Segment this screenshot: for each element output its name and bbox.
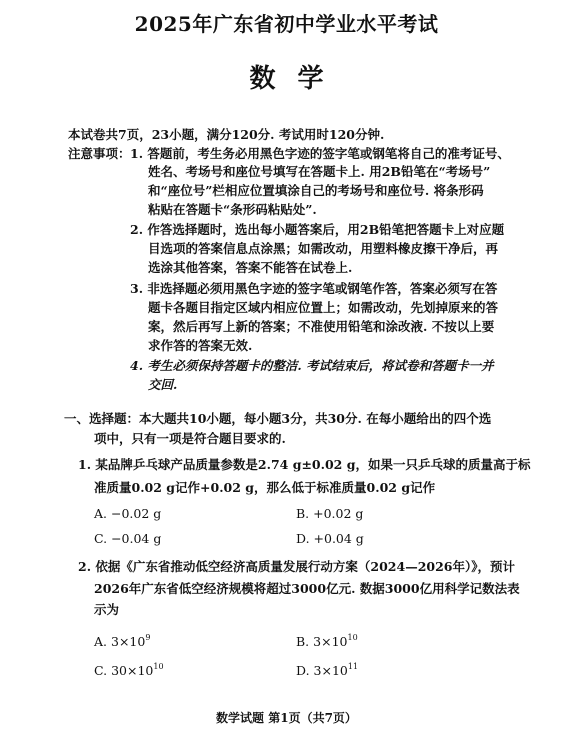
question-1-line-2: 准质量0.02 g记作+0.02 g，那么低于标准质量0.02 g记作 <box>94 480 436 495</box>
note-3-line-2: 题卡各题目指定区域内相应位置上；如需改动，先划掉原来的答 <box>148 300 499 315</box>
question-1-option-c: C. −0.04 g <box>94 531 162 546</box>
option-label: C. <box>94 663 108 678</box>
note-2-line-1: 2. 作答选择题时，选出每小题答案后，用2B铅笔把答题卡上对应题 <box>130 222 505 237</box>
option-label: D. <box>296 663 310 678</box>
exam-title: 2025年广东省初中学业水平考试 <box>134 12 439 36</box>
note-3-line-3: 案，然后再写上新的答案；不准使用铅笔和涂改液. 不按以上要 <box>148 319 495 334</box>
section-1-heading-line-1: 一、选择题：本大题共10小题，每小题3分，共30分. 在每小题给出的四个选 <box>64 411 492 426</box>
exam-info: 本试卷共7页，23小题，满分120分. 考试用时120分钟. <box>68 127 385 142</box>
note-1-line-2: 姓名、考场号和座位号填写在答题卡上. 用2B铅笔在“考场号” <box>148 164 491 179</box>
question-2-line-1: 2. 依据《广东省推动低空经济高质量发展行动方案（2024—2026年）》，预计 <box>78 559 515 574</box>
section-1-heading-line-2: 项中，只有一项是符合题目要求的. <box>94 431 286 446</box>
note-1-line-4: 粘贴在答题卡“条形码粘贴处”. <box>148 202 317 217</box>
option-mantissa: 3×10 <box>313 634 348 649</box>
note-3-line-1: 3. 非选择题必须用黑色字迹的签字笔或钢笔作答，答案必须写在答 <box>130 281 498 296</box>
note-4-line-1: 4. 考生必须保持答题卡的整洁. 考试结束后，将试卷和答题卡一并 <box>130 358 494 373</box>
option-exponent: 10 <box>347 633 358 642</box>
note-4-line-2: 交回. <box>148 377 178 392</box>
question-2-line-2: 2026年广东省低空经济规模将超过3000亿元. 数据3000亿用科学记数法表 <box>94 581 520 596</box>
question-2-line-3: 示为 <box>94 602 120 617</box>
question-1-option-b: B. +0.02 g <box>296 506 364 521</box>
question-2-option-d <box>296 662 358 680</box>
subject-title: 数学 <box>249 64 346 94</box>
note-2-line-2: 目选项的答案信息点涂黑；如需改动，用塑料橡皮擦干净后，再 <box>148 241 499 256</box>
option-exponent: 11 <box>347 662 359 671</box>
option-exponent: 10 <box>153 662 164 671</box>
option-mantissa: 3×10 <box>111 634 146 649</box>
question-2-option-b <box>296 633 358 651</box>
notes-label: 注意事项： <box>68 146 131 161</box>
note-3-line-4: 求作答的答案无效. <box>148 338 253 353</box>
note-2-line-3: 选涂其他答案，答案不能答在试卷上. <box>148 260 353 275</box>
option-exponent: 9 <box>145 633 151 642</box>
question-1-option-d: D. +0.04 g <box>296 531 364 546</box>
option-mantissa: 3×10 <box>313 663 348 678</box>
question-1-line-1: 1. 某品牌乒乓球产品质量参数是2.74 g±0.02 g，如果一只乒乓球的质量高于标 <box>78 457 531 472</box>
question-1-option-a: A. −0.02 g <box>94 506 162 521</box>
option-label: A. <box>94 634 108 649</box>
option-mantissa: 30×10 <box>111 663 154 678</box>
page-footer: 数学试题 第1页（共7页） <box>216 711 357 725</box>
option-label: B. <box>296 634 310 649</box>
note-1-line-1: 1. 答题前，考生务必用黑色字迹的签字笔或钢笔将自己的准考证号、 <box>130 146 510 161</box>
question-2-option-a <box>94 633 150 651</box>
note-1-line-3: 和“座位号”栏相应位置填涂自己的考场号和座位号. 将条形码 <box>148 183 484 198</box>
question-2-option-c <box>94 662 164 680</box>
